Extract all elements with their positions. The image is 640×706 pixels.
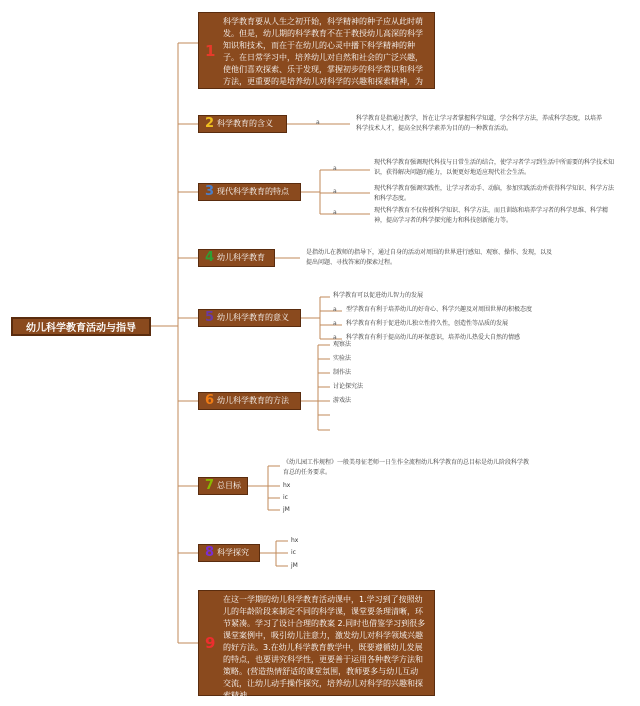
- node-features-label: 现代科学教育的特点: [217, 187, 290, 196]
- node-child-science[interactable]: [198, 249, 275, 267]
- node-overall-goal[interactable]: [198, 477, 248, 495]
- overall-goal-item-1: hx: [283, 482, 291, 489]
- summary-paragraph-text: 在这一学期的幼儿科学教育活动课中，1.学习到了按照幼儿的年龄阶段来制定不同的科学课，课堂要条理清晰，环节紧凑。学习了设计合理的教案 2.同时也借鉴学习到很多课堂案例中，吸引幼儿注意力，激发幼儿对科学领域兴趣的好方法。3.在幼儿科学教育教学中，既要遵循幼儿发展的特点，也要讲究科学性，更要善于运用各种教学方法和策略。(营造热情舒适的课堂氛围，教师要多与幼儿互动交流，让幼儿动手操作探究，培养幼儿对科学的兴趣和探索精神: [223, 595, 426, 700]
- method-item-3: 制作法: [333, 369, 352, 376]
- overall-goal-item-2: ic: [283, 494, 288, 501]
- features-item-2: 现代科学教育强调实践性，让学习者动手、动脑，参加实践活动并获得科学知识、科学方法和科学态度。: [374, 185, 615, 202]
- node-child-science-label: 幼儿科学教育: [217, 253, 266, 262]
- features-marker-1: a: [333, 165, 337, 172]
- significance-marker-1: a: [333, 306, 337, 313]
- significance-item-1: 型学教育有利于培养幼儿的好奇心、科学兴趣及对周围世界的积极态度: [346, 306, 533, 313]
- node-number-4: 4: [205, 250, 215, 265]
- features-item-1: 现代科学教育强调现代科技与日常生活的结合，使学习者学习到生活中所需要的科学技术知识，获得解决问题的能力，以便更好地适应现代社会生活。: [374, 159, 615, 176]
- root-label: 幼儿科学教育活动与指导: [26, 323, 136, 334]
- node-science-inquiry-label: 科学探究: [217, 548, 250, 557]
- node-methods[interactable]: [198, 392, 301, 410]
- significance-marker-3: a: [333, 334, 337, 341]
- method-item-1: 观察法: [333, 341, 352, 348]
- node-overall-goal-label: 总目标: [217, 481, 242, 490]
- intro-paragraph-box[interactable]: [198, 12, 435, 98]
- node-meaning[interactable]: [198, 115, 287, 133]
- overall-goal-item-3: jM: [283, 506, 290, 513]
- root-node[interactable]: [11, 317, 151, 336]
- node-number-9: 9: [205, 634, 216, 652]
- node-features[interactable]: [198, 183, 301, 201]
- significance-intro: 科学教育可以促进幼儿智力的发展: [333, 292, 424, 299]
- significance-marker-2: a: [333, 320, 337, 327]
- node-methods-label: 幼儿科学教育的方法: [217, 396, 290, 405]
- node-child-science-text: 是指幼儿在教师的指导下，通过自身的活动对周围的世界进行感知、观察、操作、发现，以及提出问题、寻找答案的探索过程。: [306, 249, 553, 266]
- node-number-3: 3: [205, 184, 215, 199]
- method-item-5: 游戏法: [333, 397, 352, 404]
- node-number-7: 7: [205, 478, 215, 493]
- node-number-2: 2: [205, 116, 215, 131]
- method-item-4: 讨论探究法: [333, 383, 364, 390]
- features-marker-2: a: [333, 188, 337, 195]
- node-significance[interactable]: [198, 309, 301, 327]
- science-inquiry-item-2: ic: [291, 549, 296, 556]
- method-item-2: 实验法: [333, 355, 352, 362]
- science-inquiry-item-1: hx: [291, 537, 299, 544]
- node-number-5: 5: [205, 310, 215, 325]
- node-science-inquiry[interactable]: [198, 544, 260, 562]
- overall-goal-text: 《幼儿园工作规程》一般美母征老师一日生作全流程幼儿科学教育的总目标是幼儿阶段科学教育总的任务要求。: [283, 459, 530, 476]
- node-meaning-marker: a: [316, 119, 320, 126]
- science-inquiry-item-3: jM: [291, 562, 298, 569]
- summary-paragraph-box[interactable]: [198, 590, 435, 700]
- significance-item-3: 科学教育有利于提高幼儿的环保意识，培养幼儿热爱大自然的情感: [346, 334, 521, 341]
- significance-item-2: 科学教育有利于促进幼儿独立性持久性，创造性等品质的发展: [346, 320, 509, 327]
- features-item-3: 现代科学教育不仅传授科学知识、科学方法，而且训练和培养学习者的科学思维、科学精神，提高学习者的科学探究能力和科技创新能力等。: [374, 207, 609, 224]
- node-meaning-text: 科学教育是指通过教学，旨在让学习者掌握科学知道，学会科学方法，养成科学态度，以培养科学技术人才，提高全民科学素养为目的的一种教育活动。: [356, 115, 603, 132]
- node-number-8: 8: [205, 545, 215, 560]
- node-number-6: 6: [205, 393, 215, 408]
- intro-paragraph-text: 科学教育要从人生之初开始，科学精神的种子应从此时萌发。但是，幼儿期的科学教育不在于教授幼儿高深的科学知识和技术，而在于在幼儿的心灵中播下科学精神的种子。在日常学习中，培养幼儿对自然和社会的广泛兴趣，使他们喜欢探索、乐于发现，掌握初步的科学常识和科学方法，更重要的是培养幼儿对科学的兴趣和探索精神，为日后发展打下坚实基础。: [223, 17, 423, 98]
- node-meaning-label: 科学教育的含义: [217, 119, 274, 128]
- features-marker-3: a: [333, 209, 337, 216]
- node-number-1: 1: [205, 41, 216, 60]
- node-significance-label: 幼儿科学教育的意义: [217, 313, 290, 322]
